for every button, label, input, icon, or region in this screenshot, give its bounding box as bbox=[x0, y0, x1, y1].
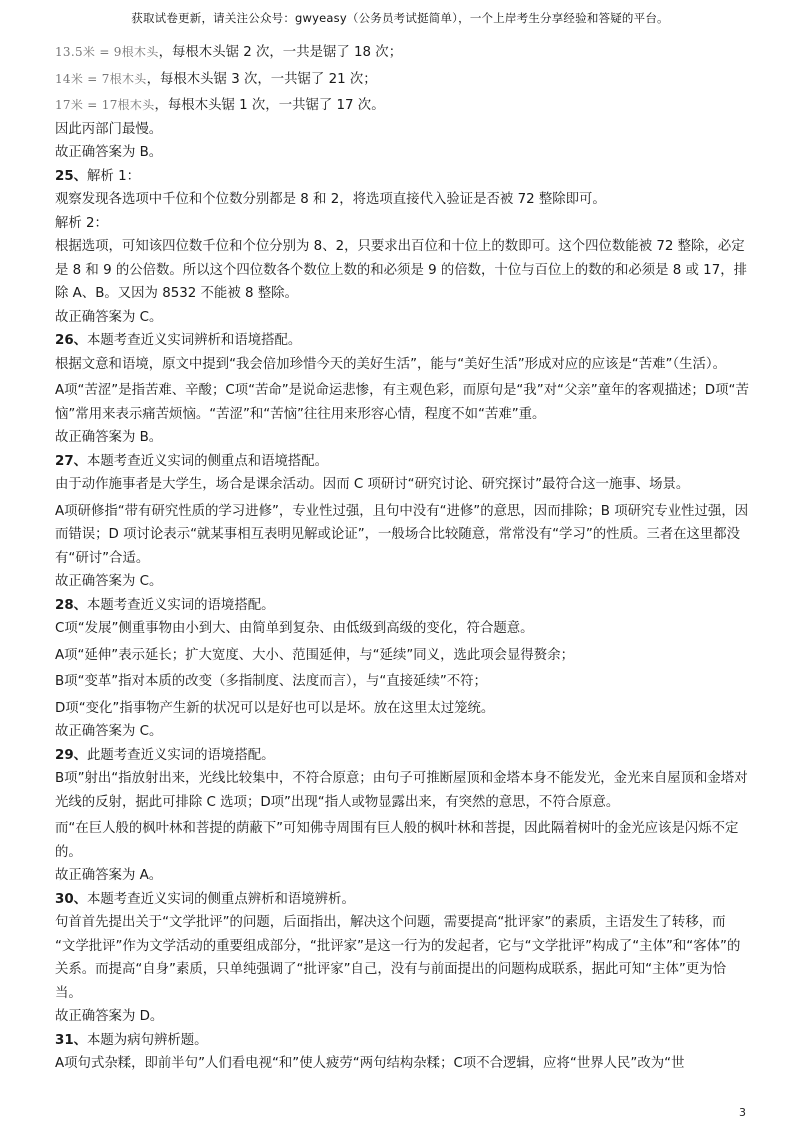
question-heading-25: 25、解析 1： bbox=[55, 168, 140, 184]
question-heading-27: 27、本题考查近义实词的侧重点和语境搭配。 bbox=[55, 453, 329, 469]
paragraph: 观察发现各选项中千位和个位数分别都是 8 和 2，将选项直接代入验证是否被 72 整除即可。 bbox=[55, 192, 606, 207]
answer-line: 故正确答案为 A。 bbox=[55, 868, 163, 883]
answer-line: 故正确答案为 B。 bbox=[55, 430, 163, 445]
answer-line: 故正确答案为 C。 bbox=[55, 724, 163, 739]
question-heading-28: 28、本题考查近义实词的语境搭配。 bbox=[55, 597, 275, 613]
paragraph: B项“变革”指对本质的改变（多指制度、法度而言），与“直接延续”不符； bbox=[55, 674, 487, 689]
text-line: 因此丙部门最慢。 bbox=[55, 121, 163, 137]
paragraph: 根据选项，可知该四位数千位和个位分别为 8、2，只要求出百位和十位上的数即可。这个四位数能被 72 整除，必定是 8 和 9 的公倍数。所以这个四位数各个数位上数的和必须是 9 的倍数，十位与百位上的数的和必须是 8 或 17，排除 A、B。又因为 8532 不能被 8 整除。 bbox=[55, 239, 748, 301]
sub-heading: 解析 2： bbox=[55, 215, 108, 231]
answer-line: 故正确答案为 D。 bbox=[55, 1009, 164, 1024]
answer-line: 故正确答案为 C。 bbox=[55, 309, 163, 325]
answer-line: 故正确答案为 C。 bbox=[55, 574, 163, 589]
question-heading-26: 26、本题考查近义实词辨析和语境搭配。 bbox=[55, 333, 302, 348]
page-number: 3 bbox=[739, 1106, 746, 1119]
text-line: 14米 = 7根木头，每根木头锯 3 次，一共锯了 21 次； bbox=[55, 71, 377, 87]
paragraph: 由于动作施事者是大学生，场合是课余活动。因而 C 项研讨“研究讨论、研究探讨”最符合这一施事、场景。 bbox=[55, 477, 690, 492]
paragraph: 而“在巨人般的枫叶林和菩提的荫蔽下”可知佛寺周围有巨人般的枫叶林和菩提，因此隔着树叶的金光应该是闪烁不定的。 bbox=[55, 821, 739, 860]
answer-line: 故正确答案为 B。 bbox=[55, 145, 163, 160]
paragraph: 句首首先提出关于“文学批评”的问题，后面指出，解决这个问题，需要提高“批评家”的素质，主语发生了转移，而 “文学批评”作为文学活动的重要组成部分，“批评家”是这一行为的发起者，它与“文学批评”构成了“主体”和“客体”的关系。而提高“自身”素质，只单纯强调了“批评家”自己，没有与前面提出的问题构成联系，据此可知“主体”更为恰当。 bbox=[55, 915, 741, 1001]
formula-image: 17米 = 17根木头 bbox=[55, 98, 155, 112]
paragraph: A项研修指“带有研究性质的学习进修”，专业性过强，且句中没有“进修”的意思，因而排除；B 项研究专业性过强，因而错误；D 项讨论表示“就某事相互表明见解或论证”，一般场合比较随意，常常没有“学习”的性质。三者在这里都没有“研讨”合适。 bbox=[55, 503, 749, 566]
formula-image: 13.5米 = 9根木头 bbox=[55, 45, 159, 59]
question-heading-30: 30、本题考查近义实词的侧重点辨析和语境辨析。 bbox=[55, 891, 355, 907]
paragraph: D项“变化”指事物产生新的状况可以是好也可以是坏。放在这里太过笼统。 bbox=[55, 700, 495, 716]
document-body bbox=[55, 41, 750, 1076]
paragraph: A项“苦涩”是指苦难、辛酸；C项“苦命”是说命运悲惨，有主观色彩，而原句是“我”对“父亲”童年的客观描述；D项“苦恼”常用来表示痛苦烦恼。“苦涩”和“苦恼”往往用来形容心情，程度不如“苦难”重。 bbox=[55, 383, 749, 422]
text-line: 13.5米 = 9根木头，每根木头锯 2 次，一共是锯了 18 次； bbox=[55, 45, 403, 60]
page-header-banner: 获取试卷更新，请关注公众号：gwyeasy（公务员考试挺简单），一个上岸考生分享经验和答疑的平台。 bbox=[131, 11, 669, 25]
paragraph: B项”射出“指放射出来，光线比较集中，不符合原意；由句子可推断屋顶和金塔本身不能发光，金光来自屋顶和金塔对光线的反射，据此可排除 C 选项；D项”出现“指人或物显露出来，有突然的意思，不符合原意。 bbox=[55, 771, 748, 810]
paragraph: A项“延伸”表示延长；扩大宽度、大小、范围延伸，与“延续”同义，选此项会显得赘余； bbox=[55, 647, 574, 663]
text-line: 17米 = 17根木头，每根木头锯 1 次，一共锯了 17 次。 bbox=[55, 98, 385, 113]
formula-image: 14米 = 7根木头 bbox=[55, 71, 147, 86]
paragraph: A项句式杂糅，即前半句”人们看电视“和”使人疲劳“两句结构杂糅；C项不合逻辑，应将“世界人民”改为“世 bbox=[55, 1056, 685, 1071]
paragraph: C项“发展”侧重事物由小到大、由简单到复杂、由低级到高级的变化，符合题意。 bbox=[55, 621, 534, 636]
paragraph: 根据文意和语境，原文中提到“我会倍加珍惜今天的美好生活”，能与“美好生活”形成对应的应该是“苦难”（生活）。 bbox=[55, 356, 726, 372]
question-heading-29: 29、此题考查近义实词的语境搭配。 bbox=[55, 747, 275, 763]
question-heading-31: 31、本题为病句辨析题。 bbox=[55, 1032, 208, 1048]
